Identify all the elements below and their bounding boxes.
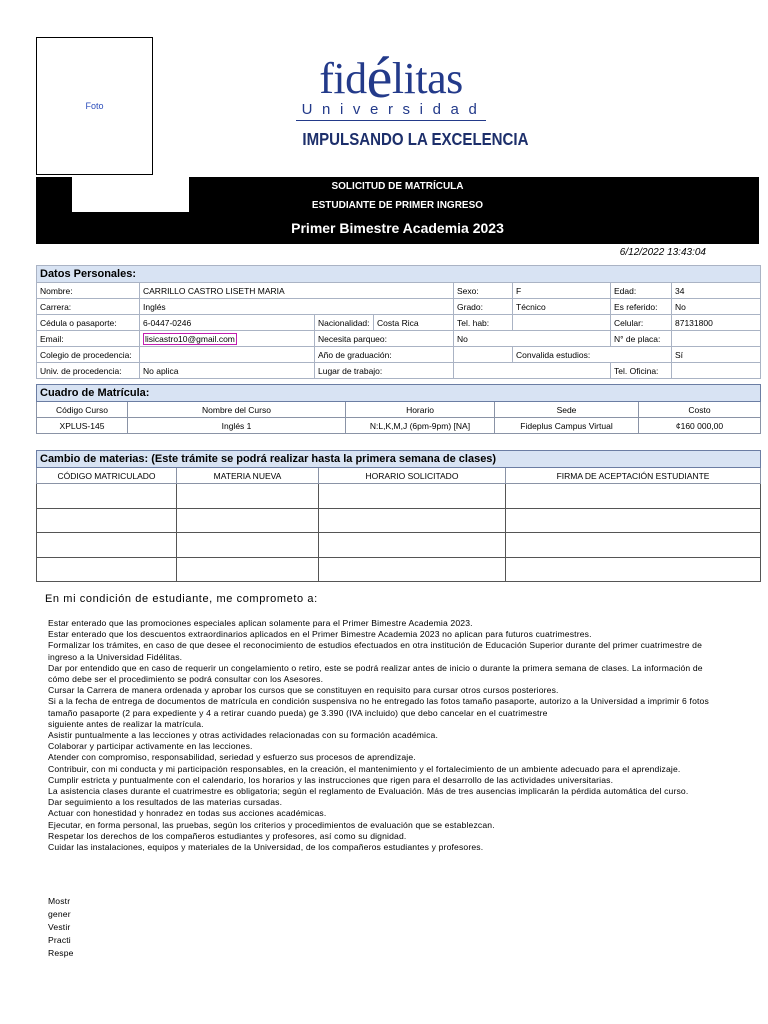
carrera-label: Carrera: (37, 299, 140, 315)
commitment-line: Estar enterado que las promociones especiales aplican solamente para el Primer Bimestre Academia 2023. (48, 618, 473, 628)
commitments-section (45, 593, 735, 853)
placa-value[interactable] (672, 331, 761, 347)
banner-subtitle: ESTUDIANTE DE PRIMER INGRESO (311, 200, 484, 211)
commitments-intro: En mi condición de estudiante, me comprometo a: (45, 593, 318, 605)
col-horario: Horario (346, 402, 495, 418)
grado-label: Grado: (454, 299, 513, 315)
course-change-table (36, 450, 761, 582)
col-nombre: Nombre del Curso (128, 402, 346, 418)
col-costo: Costo (639, 402, 761, 418)
course-change-header (37, 468, 761, 484)
banner-title: SOLICITUD DE MATRÍCULA (331, 181, 464, 192)
logo-subtitle: Universidad (296, 101, 487, 121)
univ-value[interactable]: No aplica (140, 363, 315, 379)
telhab-value[interactable] (513, 315, 611, 331)
nombre-label: Nombre: (37, 283, 140, 299)
row-carrera (37, 299, 761, 315)
cell-nombre: Inglés 1 (128, 418, 346, 434)
personal-title: Datos Personales: (37, 266, 761, 283)
commitment-line: tamaño pasaporte (2 para expediente y 4 a retirar cuando pueda) ge 3.390 (IVA incluido) que debo cancelar en el cuatrimestre (48, 707, 548, 718)
table-row (37, 418, 761, 434)
blank-cell[interactable] (319, 557, 506, 582)
cell-sede: Fideplus Campus Virtual (495, 418, 639, 434)
blank-cell[interactable] (177, 557, 319, 582)
carrera-value[interactable]: Inglés (140, 299, 454, 315)
col-codigo: Código Curso (37, 402, 128, 418)
banner-period: Primer Bimestre Academia 2023 (291, 220, 504, 236)
commitment-line-truncated: Vestir (48, 922, 71, 932)
enrollment-title: Cuadro de Matrícula: (37, 385, 761, 402)
row-univ (37, 363, 761, 379)
referido-value[interactable]: No (672, 299, 761, 315)
convalida-label: Convalida estudios: (513, 347, 672, 363)
email-link[interactable]: lisicastro10@gmail.com (145, 333, 235, 344)
blank-cell[interactable] (506, 508, 761, 533)
commitment-line: Contribuir, con mi conducta y mi participación responsables, en la creación, el mantenimiento y el fortalecimiento de un ambiente adecuado para el aprendizaje. (48, 763, 681, 774)
commitment-line: Colaborar y participar activamente en las lecciones. (48, 741, 253, 752)
blank-cell[interactable] (37, 533, 177, 558)
cedula-value[interactable]: 6-0447-0246 (140, 315, 315, 331)
table-row (37, 484, 761, 509)
graduacion-label: Año de graduación: (315, 347, 454, 363)
blank-cell[interactable] (177, 484, 319, 509)
commitments-list (45, 618, 735, 853)
edad-value[interactable]: 34 (672, 283, 761, 299)
convalida-value[interactable]: Sí (672, 347, 761, 363)
col-horario-solicitado: HORARIO SOLICITADO (319, 468, 506, 484)
telhab-label: Tel. hab: (454, 315, 513, 331)
oficina-label: Tel. Oficina: (611, 363, 672, 379)
referido-label: Es referido: (611, 299, 672, 315)
commitment-line: Ejecutar, en forma personal, las pruebas, según los criterios y procedimientos de evaluación que se establezcan. (48, 819, 495, 830)
cell-costo: ¢160 000,00 (639, 418, 761, 434)
sexo-label: Sexo: (454, 283, 513, 299)
email-label: Email: (37, 331, 140, 347)
edad-label: Edad: (611, 283, 672, 299)
enrollment-table (36, 384, 761, 434)
commitment-line: Dar por entendido que en caso de requerir un congelamiento o retiro, este se podrá realizar antes de inicio o durante la primera semana de clases. La información de (48, 662, 703, 673)
grado-value[interactable]: Técnico (513, 299, 611, 315)
blank-cell[interactable] (506, 557, 761, 582)
commitment-line: La asistencia clases durante el cuatrimestre es obligatoria; según el reglamento de Evaluación. Más de tres ausencias implicarán la pérdida automática del curso. (48, 786, 689, 797)
col-codigo-matriculado: CÓDIGO MATRICULADO (37, 468, 177, 484)
blank-cell[interactable] (506, 484, 761, 509)
col-sede: Sede (495, 402, 639, 418)
blank-cell[interactable] (37, 557, 177, 582)
row-email (37, 331, 761, 347)
blank-cell[interactable] (319, 508, 506, 533)
photo-label: Foto (85, 101, 104, 111)
blank-cell[interactable] (177, 533, 319, 558)
row-cedula (37, 315, 761, 331)
blank-cell[interactable] (37, 508, 177, 533)
commitment-line: Estar enterado que los descuentos extraordinarios aplicados en el Primer Bimestre Academia 2023 no aplican para futuros cuatrimestres. (48, 629, 592, 640)
logo-brand: fidélitas (319, 45, 463, 110)
commitment-line: Si a la fecha de entrega de documentos de matrícula en condición suspensiva no he entregado las fotos tamaño pasaporte, autorizo a la Universidad a imprimir 6 fotos (48, 696, 709, 707)
commitment-line: cómo debe ser el procedimiento se podrá consultar con los Asesores. (48, 674, 324, 685)
trabajo-label: Lugar de trabajo: (315, 363, 454, 379)
commitment-line-truncated: Practi (48, 935, 71, 945)
cell-horario: N:L,K,M,J (6pm-9pm) [NA] (346, 418, 495, 434)
blank-cell[interactable] (37, 484, 177, 509)
col-firma: FIRMA DE ACEPTACIÓN ESTUDIANTE (506, 468, 761, 484)
univ-label: Univ. de procedencia: (37, 363, 140, 379)
trabajo-value[interactable] (454, 363, 611, 379)
row-colegio (37, 347, 761, 363)
blank-cell[interactable] (506, 533, 761, 558)
colegio-label: Colegio de procedencia: (37, 347, 140, 363)
commitment-line: Asistir puntualmente a las lecciones y otras actividades relacionadas con su formación académica. (48, 730, 439, 741)
parqueo-value[interactable]: No (454, 331, 611, 347)
nacionalidad-value[interactable]: Costa Rica (374, 315, 454, 331)
table-row (37, 533, 761, 558)
oficina-value[interactable] (672, 363, 761, 379)
commitment-line: Cuidar las instalaciones, equipos y materiales de la Universidad, de los compañeros estudiantes y profesores. (48, 842, 484, 853)
personal-data-table (36, 265, 761, 379)
commitment-line: Actuar con honestidad y honradez en todas sus acciones académicas. (48, 808, 327, 819)
commitment-line-truncated: Respe (48, 948, 74, 958)
course-change-title: Cambio de materias: (Este trámite se podrá realizar hasta la primera semana de clases) (37, 451, 761, 468)
celular-label: Celular: (611, 315, 672, 331)
commitment-line: ingreso a la Universidad Fidélitas. (48, 651, 183, 662)
col-materia-nueva: MATERIA NUEVA (177, 468, 319, 484)
commitment-line: Formalizar los trámites, en caso de que desee el reconocimiento de estudios efectuados en otra institución de Educación Superior durante del primer cuatrimestre de (48, 640, 703, 651)
commitment-line: Respetar los derechos de los compañeros estudiantes y profesores, así como su dignidad. (48, 830, 407, 841)
commitment-line: siguiente antes de realizar la matrícula. (48, 718, 204, 729)
cedula-label: Cédula o pasaporte: (37, 315, 140, 331)
colegio-value[interactable] (140, 347, 315, 363)
table-row (37, 508, 761, 533)
title-banner (36, 177, 759, 244)
blank-cell[interactable] (319, 533, 506, 558)
blank-cell[interactable] (319, 484, 506, 509)
commitment-line: Cursar la Carrera de manera ordenada y aprobar los cursos que se constituyen en requisito para cursar otros cursos posteriores. (48, 685, 559, 696)
graduacion-value[interactable] (454, 347, 513, 363)
commitment-line: Dar seguimiento a los resultados de las materias cursadas. (48, 797, 283, 808)
enrollment-header (37, 402, 761, 418)
commitment-line: Cumplir estricta y puntualmente con el calendario, los horarios y las instrucciones que rigen para el desarrollo de las actividades universitarias. (48, 774, 614, 785)
timestamp: 6/12/2022 13:43:04 (619, 247, 706, 258)
cell-codigo: XPLUS-145 (37, 418, 128, 434)
blank-cell[interactable] (177, 508, 319, 533)
email-cell (140, 331, 315, 347)
photo-placeholder (36, 37, 153, 175)
parqueo-label: Necesita parqueo: (315, 331, 454, 347)
commitment-line: Atender con compromiso, responsabilidad, seriedad y esfuerzo sus procesos de aprendizaje. (48, 752, 416, 763)
row-nombre (37, 283, 761, 299)
sexo-value[interactable]: F (513, 283, 611, 299)
celular-value[interactable]: 87131800 (672, 315, 761, 331)
placa-label: N° de placa: (611, 331, 672, 347)
commitment-line-truncated: Mostr (48, 896, 71, 906)
nacionalidad-label: Nacionalidad: (315, 315, 374, 331)
university-logo (288, 45, 529, 150)
nombre-value[interactable]: CARRILLO CASTRO LISETH MARIA (140, 283, 454, 299)
table-row (37, 557, 761, 582)
commitment-line-truncated: gener (48, 909, 71, 919)
logo-tagline: IMPULSANDO LA EXCELENCIA (302, 129, 529, 149)
